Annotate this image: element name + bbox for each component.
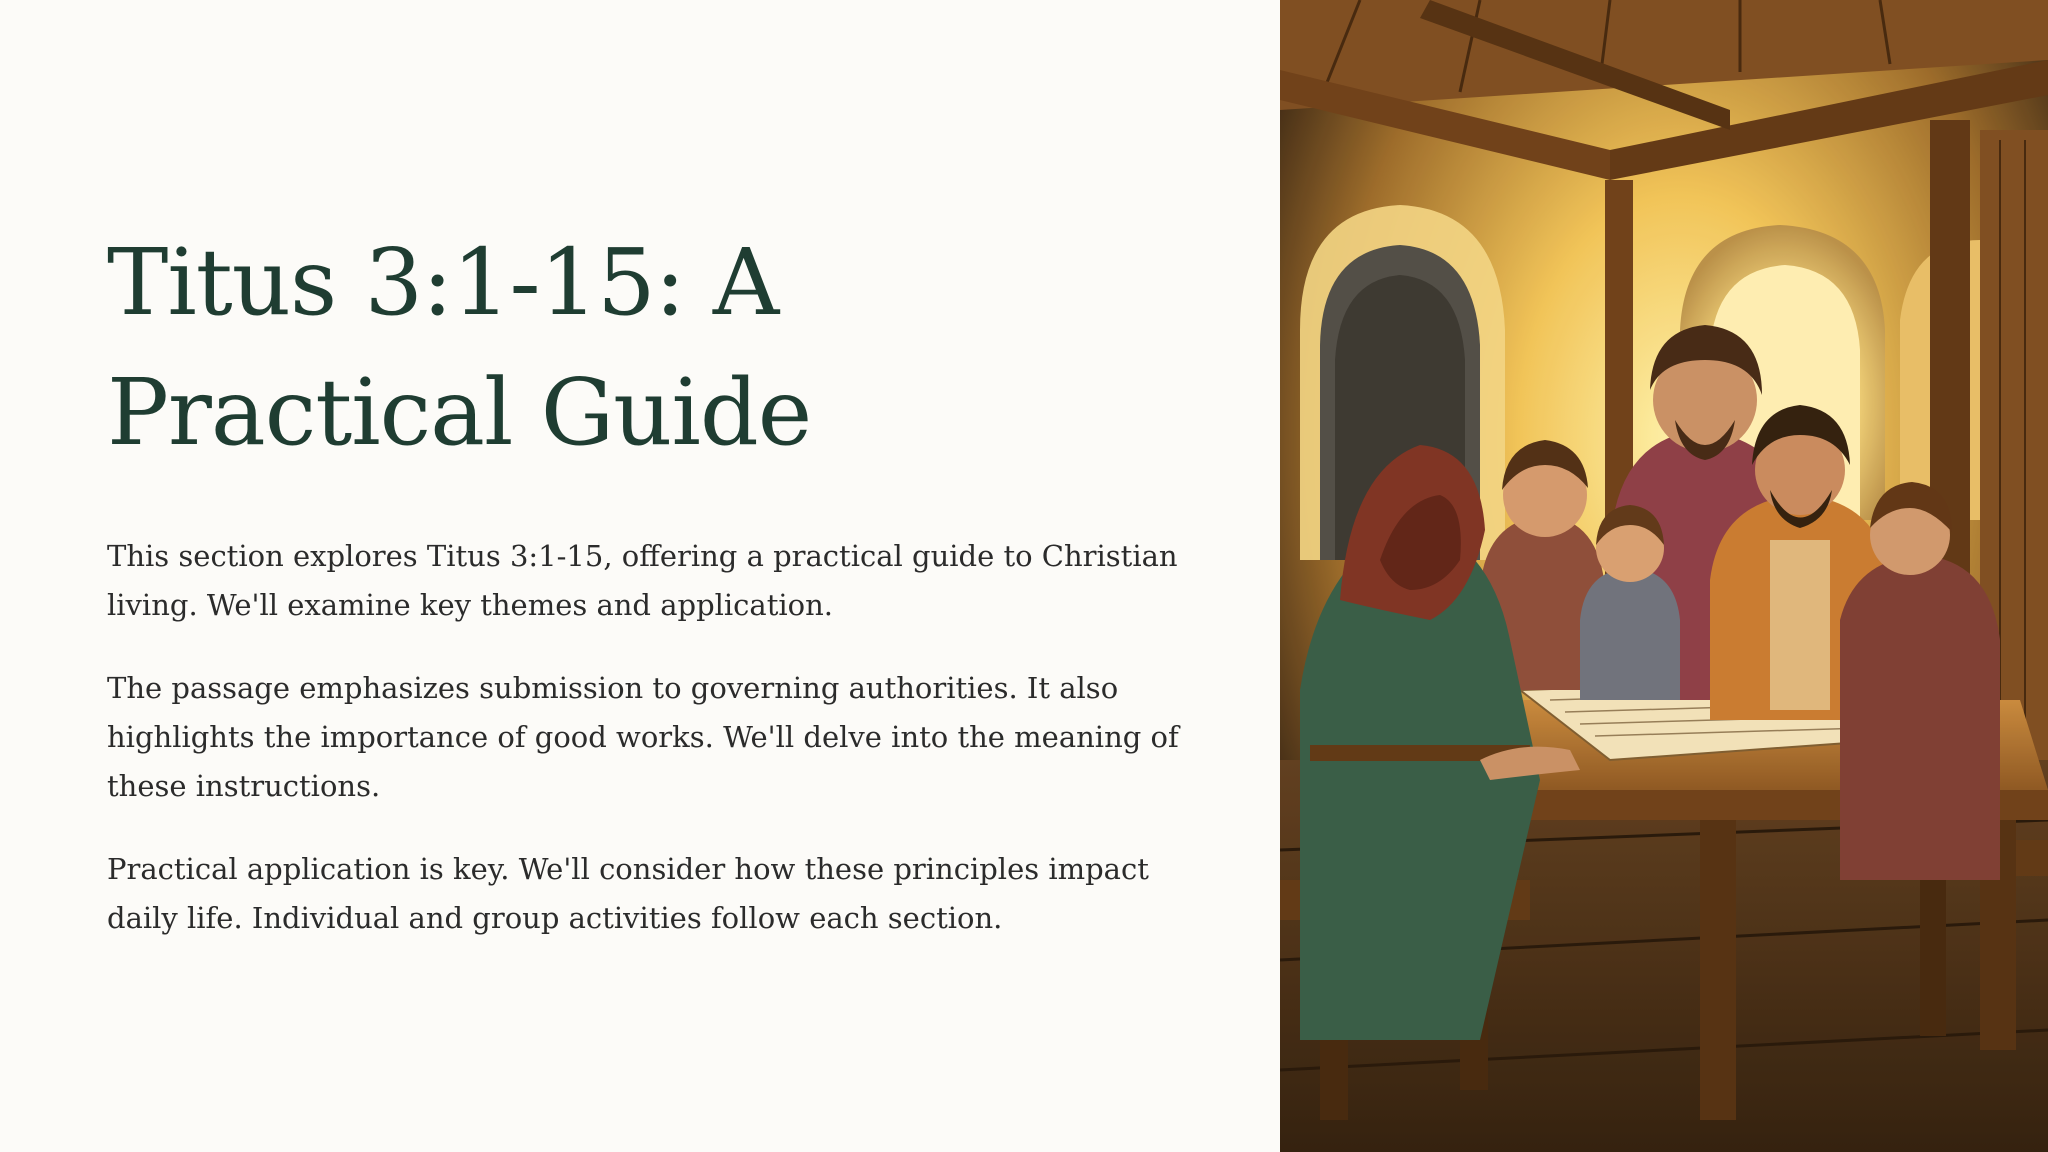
paragraph-intro: This section explores Titus 3:1-15, offering a practical guide to Christian living. We'll examine key themes and application. — [107, 539, 1178, 622]
slide-title: Titus 3:1-15: A Practical Guide — [107, 229, 812, 466]
illustration-image — [1280, 0, 2048, 1152]
body-text — [107, 532, 1187, 943]
text-column — [107, 218, 1187, 943]
paragraph-application: Practical application is key. We'll consider how these principles impact daily life. Individual and group activities follow each section. — [107, 852, 1149, 935]
paragraph-passage: The passage emphasizes submission to governing authorities. It also highlights the importance of good works. We'll delve into the meaning of these instructions. — [107, 671, 1179, 803]
bible-study-scene-illustration — [1280, 0, 2048, 1152]
